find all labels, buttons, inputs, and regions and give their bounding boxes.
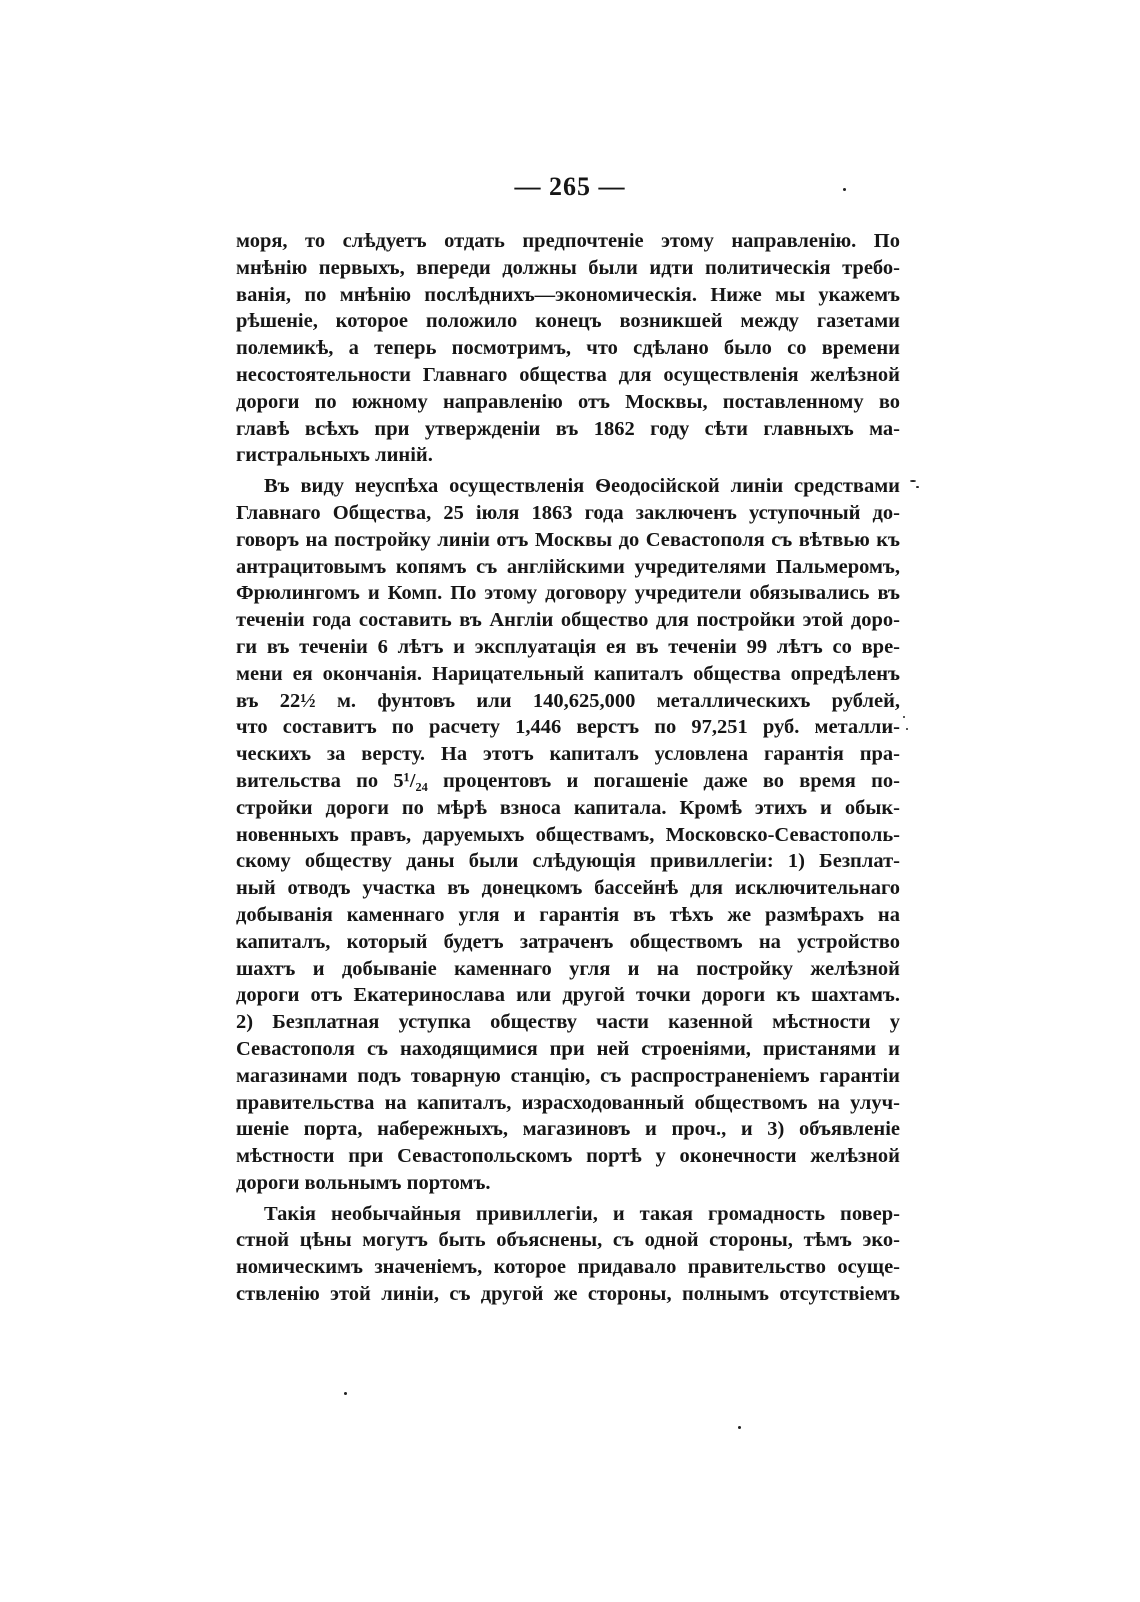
text-line: 2) Безплатная уступка обществу части казенной мѣстности у [236,1011,900,1034]
text-line: ческихъ за версту. На этотъ капиталъ условлена гарантія пра- [236,743,900,766]
text-line: Фрюлингомъ и Комп. По этому договору учредители обязывались въ [236,582,900,605]
text-line: Севастополя съ находящимися при ней строеніями, пристанями и [236,1037,900,1060]
text-line: магазинами подъ товарную станцію, съ распространеніемъ гарантіи [236,1064,900,1087]
text-line: дороги по южному направленію отъ Москвы, поставленному во [236,390,900,413]
body-text [236,228,900,1308]
text-line: капиталъ, который будетъ затраченъ обществомъ на устройство [236,930,900,953]
paragraph [236,228,900,469]
scan-speck [843,188,846,191]
text-line: моря, то слѣдуетъ отдать предпочтеніе этому направленію. По [236,230,900,252]
text-line: въ 22½ м. фунтовъ или 140,625,000 металлическихъ рублей, [236,689,900,712]
text-line: вительства по 5¹/₂₄ процентовъ и погашеніе даже во время по- [236,769,900,792]
text-line: ный отводъ участка въ донецкомъ бассейнѣ для исключительнаго [236,877,900,900]
text-line: скому обществу даны были слѣдующія привиллегіи: 1) Безплат- [236,850,900,873]
text-line: Въ виду неуспѣха осуществленія Ѳеодосійской линіи средствами [264,475,900,498]
text-line: шеніе порта, набережныхъ, магазиновъ и проч., и 3) объявленіе [236,1118,900,1141]
scan-speck [903,716,905,718]
text-line: стной цѣны могутъ быть объяснены, съ одной стороны, тѣмъ эко- [236,1229,900,1252]
text-line: рѣшеніе, которое положило конецъ возникшей между газетами [236,310,900,333]
text-line: говоръ на постройку линіи отъ Москвы до Севастополя съ вѣтвью къ [236,528,900,551]
text-line: полемикѣ, а теперь посмотримъ, что сдѣлано было со времени [236,337,900,360]
scan-speck [910,480,916,482]
text-line: гистральныхъ линій. [236,444,433,467]
text-line: мнѣнію первыхъ, впереди должны были идти политическія требо- [236,256,900,279]
text-line: мени ея окончанія. Нарицательный капиталъ общества опредѣленъ [236,662,900,685]
scan-speck [344,1392,347,1395]
scan-speck [738,1426,741,1429]
paragraph [236,1201,900,1308]
page-number: — 265 — [514,172,626,201]
text-line: ги въ теченіи 6 лѣтъ и эксплуатація ея въ теченіи 99 лѣтъ со вре- [236,635,900,658]
text-line: правительства на капиталъ, израсходованный обществомъ на улуч- [236,1091,900,1114]
text-line: шахтъ и добываніе каменнаго угля и на постройку желѣзной [236,957,900,980]
text-line: новенныхъ правъ, даруемыхъ обществамъ, Московско-Севастополь- [236,823,900,846]
text-line: несостоятельности Главнаго общества для осуществленія желѣзной [236,363,900,386]
text-line: ствленію этой линіи, съ другой же стороны, полнымъ отсутствіемъ [236,1283,900,1306]
text-line: главѣ всѣхъ при утвержденіи въ 1862 году сѣти главныхъ ма- [236,417,900,440]
text-line: номическимъ значеніемъ, которое придавало правительство осуще- [236,1256,900,1279]
text-line: антрацитовымъ копямъ съ англійскими учредителями Пальмеромъ, [236,555,900,578]
text-line: добыванія каменнаго угля и гарантія въ тѣхъ же размѣрахъ на [236,903,900,926]
text-line: стройки дороги по мѣрѣ взноса капитала. Кромѣ этихъ и обык- [236,796,900,819]
text-line: мѣстности при Севастопольскомъ портѣ у оконечности желѣзной [236,1145,900,1168]
text-line: дороги вольнымъ портомъ. [236,1171,491,1194]
text-line: дороги отъ Екатеринослава или другой точки дороги къ шахтамъ. [236,984,900,1007]
text-line: что составитъ по расчету 1,446 верстъ по 97,251 руб. металли- [236,716,900,739]
text-line: ванія, по мнѣнію послѣднихъ—экономическія. Ниже мы укажемъ [236,283,900,306]
scan-speck [916,486,919,488]
scan-speck [906,728,908,730]
text-line: Главнаго Общества, 25 іюля 1863 года заключенъ уступочный до- [236,501,900,524]
text-line: теченіи года составить въ Англіи общество для постройки этой доро- [236,609,900,632]
paragraph [236,473,900,1197]
text-line: Такія необычайныя привиллегіи, и такая громадность повер- [264,1202,900,1225]
